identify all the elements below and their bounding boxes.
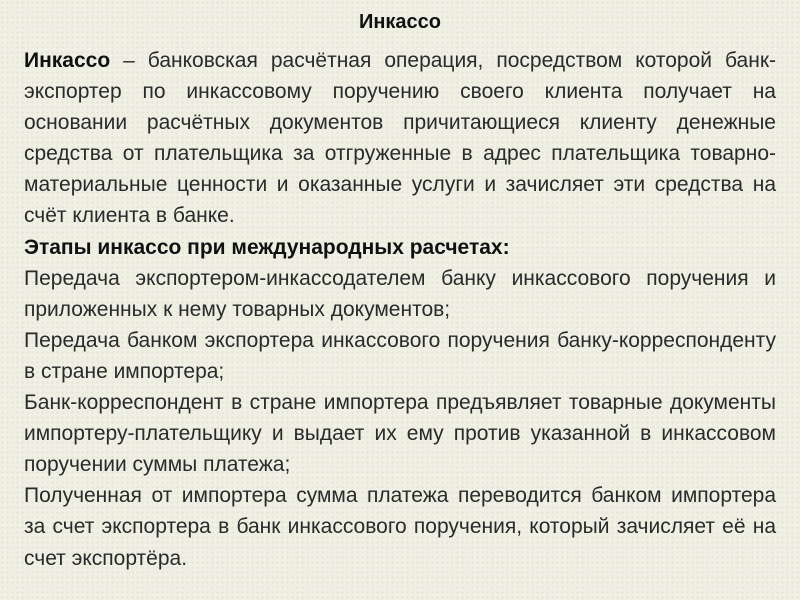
definition-text: – банковская расчётная операция, посредством которой банк-экспортер по инкассовому поручению своего клиента получает на основании расчётных документов причитающиеся клиенту денежные средства от плательщика за отгруженные в адрес плательщика товарно-материальные ценности и оказанные услуги и зачисляет эти средства на счёт клиента в банке. bbox=[24, 49, 776, 228]
stage-item-4: Полученная от импортера сумма платежа переводится банком импортера за счет экспортера в банк инкассового поручения, который зачисляет её на счет экспортёра. bbox=[24, 484, 776, 570]
stage-item-1: Передача экспортером-инкассодателем банку инкассового поручения и приложенных к нему товарных документов; bbox=[24, 266, 776, 321]
stage-item-2: Передача банком экспортера инкассового поручения банку-корреспонденту в стране импортера; bbox=[24, 328, 776, 383]
definition-term: Инкассо bbox=[24, 49, 111, 72]
definition-paragraph bbox=[24, 45, 776, 232]
stages-heading: Этапы инкассо при международных расчетах: bbox=[24, 235, 510, 259]
slide-content bbox=[24, 45, 776, 574]
slide-title: Инкассо bbox=[358, 11, 442, 33]
stage-item-3: Банк-корреспондент в стране импортера предъявляет товарные документы импортеру-плательщику и выдает их ему против указанной в инкассовом поручении суммы платежа; bbox=[24, 391, 776, 477]
